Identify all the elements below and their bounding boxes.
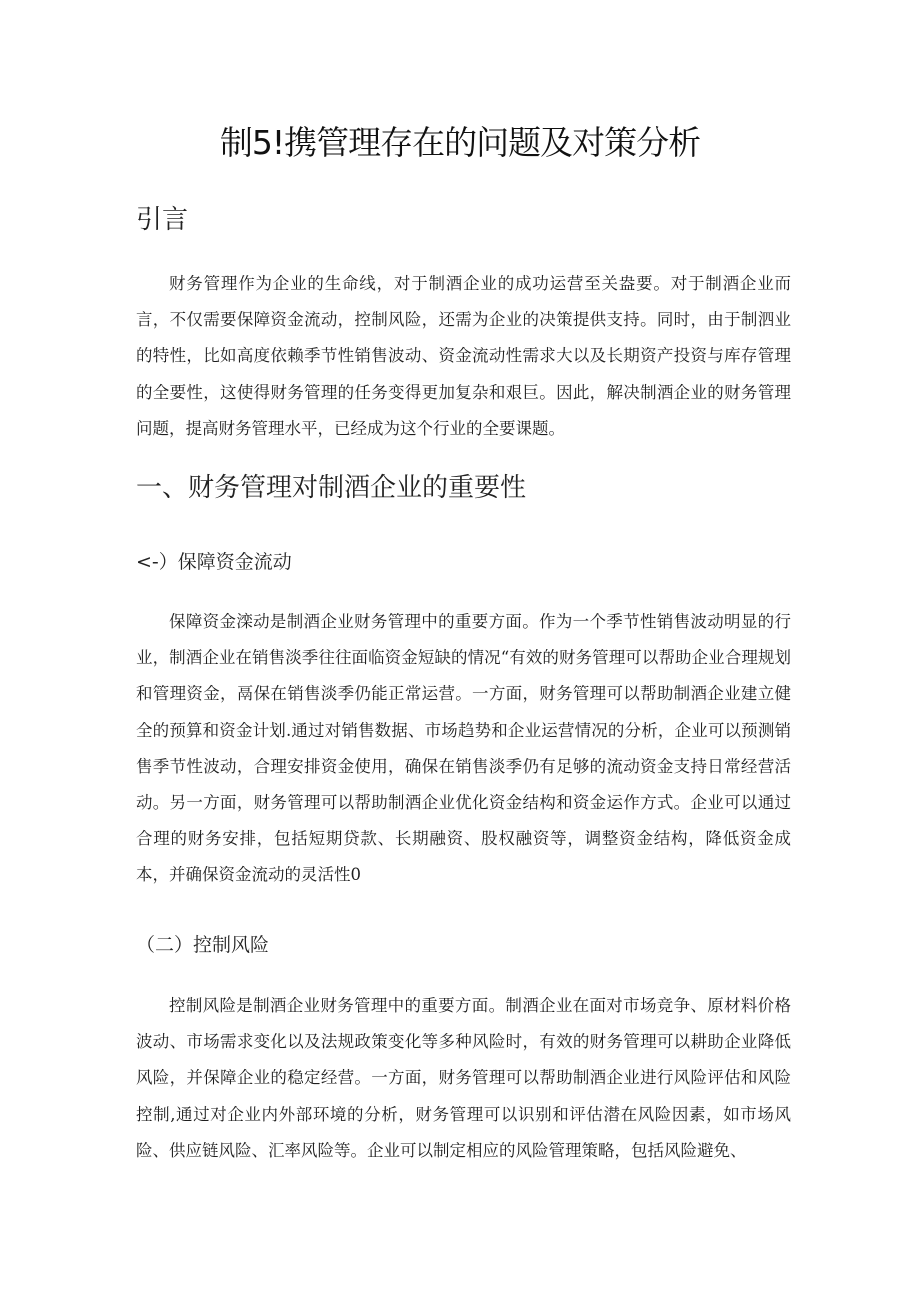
document-title: 制5!携管理存在的问题及对策分析: [219, 123, 701, 162]
intro-heading: 引言: [136, 205, 189, 235]
section-heading-importance: 一、财务管理对制酒企业的重要性: [136, 473, 527, 503]
intro-paragraph: 财务管理作为企业的生命线，对于制酒企业的成功运营至关盎要。对于制酒企业而言，不仅需要保障资金流动，控制风险，还需为企业的决策提供支持。同时，由于制泗业的特性，比如高度依赖季节性销售波动、资金流动性需求大以及长期资产投资与库存管理的全要性，这使得财务管理的任务变得更加复杂和艰巨。因此，解决制酒企业的财务管理问题，提高财务管理水平，已经成为这个行业的全要课题。: [136, 274, 791, 438]
subsection-heading-capital-flow: <-）保障资金流动: [136, 551, 292, 573]
capital-flow-paragraph: 保障资金滦动是制酒企业财务管理中的重要方面。作为一个季节性销售波动明显的行业，制酒企业在销售淡季往往面临资金短缺的情况“有效的财务管理可以帮助企业合理规划和管理资金，鬲保在销售淡季仍能正常运营。一方面，财务管理可以帮助制酒企业建立健全的预算和资金计划.通过对销售数据、市场趋势和企业运营情况的分析，企业可以预测销售季节性波动，合理安排资金使用，确保在销售淡季仍有足够的流动资金支持日常经营活动。另一方面，财务管理可以帮助制酒企业优化资金结构和资金运作方式。企业可以通过合理的财务安排，包括短期贷款、长期融资、股权融资等，调整资金结构，降低资金成本，并确保资金流动的灵活性0: [136, 612, 791, 885]
risk-control-paragraph: 控制风险是制酒企业财务管理中的重要方面。制酒企业在面对市场竞争、原材料价格波动、市场需求变化以及法规政策变化等多种风险时，有效的财务管理可以耕助企业降低风险，并保障企业的稳定经营。一方面，财务管理可以帮助制酒企业进行风险评估和风险控制,通过对企业内外部环境的分析，财务管理可以识别和评估潜在风险因素，如市场风险、供应链风险、汇率风险等。企业可以制定相应的风险管理策略，包括风险避免、: [136, 996, 791, 1160]
subsection-heading-risk-control: （二）控制风险: [136, 934, 270, 956]
